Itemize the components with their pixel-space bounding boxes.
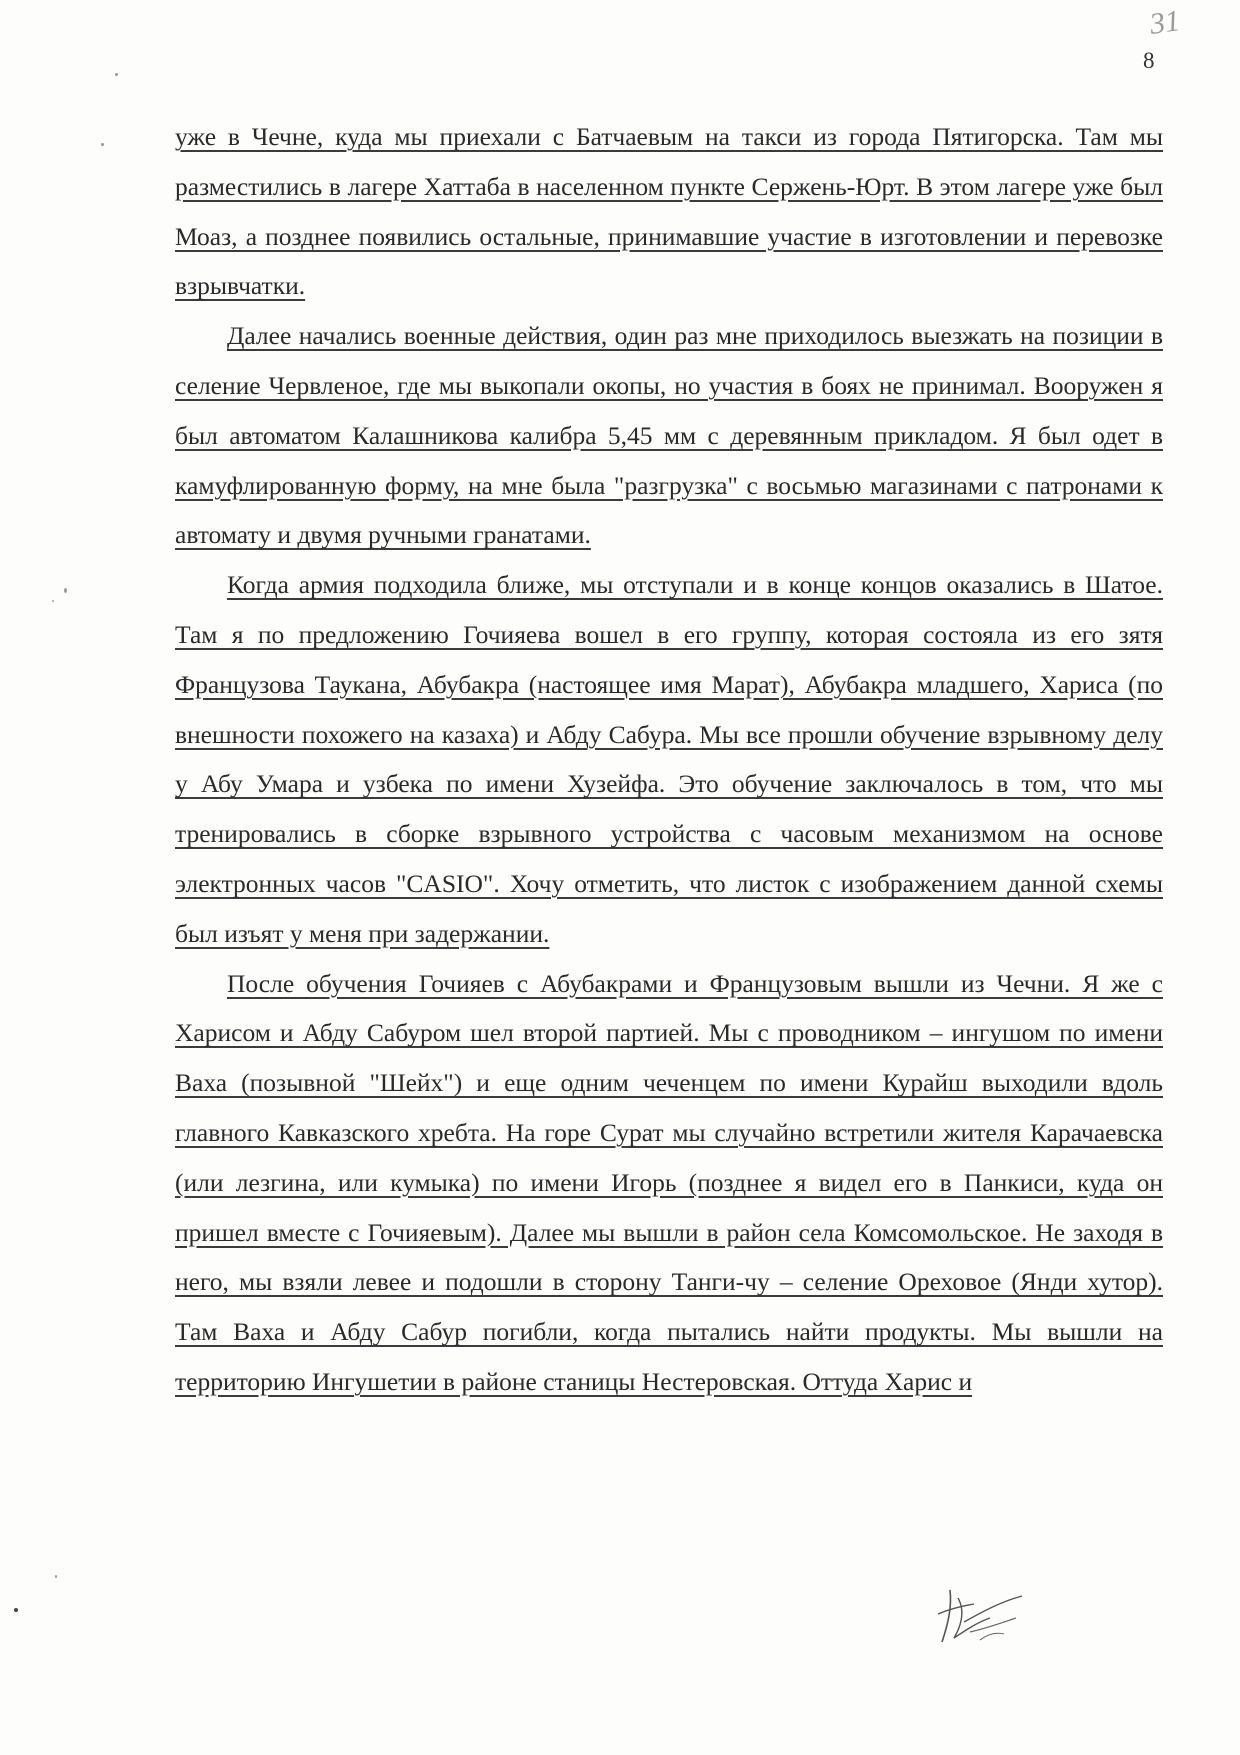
scan-speck bbox=[14, 1608, 18, 1612]
archive-page-mark: 31 bbox=[1147, 4, 1183, 41]
scan-speck bbox=[55, 1575, 57, 1578]
paragraph: Далее начались военные действия, один раз мне приходилось выезжать на позиции в селение Червленое, где мы выкопали окопы, но участия в боях не принимал. Вооружен я был автоматом Калашникова калибра 5,45 мм с деревянным прикладом. Я был одет в камуфлированную форму, на мне была "разгрузка" с восьмью магазинами с патронами к автомату и двумя ручными гранатами. bbox=[175, 321, 1163, 550]
paragraph: После обучения Гочияев с Абубакрами и Французовым вышли из Чечни. Я же с Харисом и Абду Сабуром шел второй партией. Мы с проводником – ингушом по имени Ваха (позывной "Шейх") и еще одним чеченцем по имени Курайш выходили вдоль главного Кавказского хребта. На горе Сурат мы случайно встретили жителя Карачаевска (или лезгина, или кумыка) по имени Игорь (позднее я видел его в Панкиси, куда он пришел вместе с Гочияевым). Далее мы вышли в район села Комсомольское. Не заходя в него, мы взяли левее и подошли в сторону Танги-чу – селение Ореховое (Янди хутор). Там Ваха и Абду Сабур погибли, когда пытались найти продукты. Мы вышли на территорию Ингушетии в районе станицы Нестеровская. Оттуда Харис и bbox=[175, 968, 1163, 1396]
scan-speck bbox=[101, 143, 104, 146]
paragraph: Когда армия подходила ближе, мы отступали и в конце концов оказались в Шатое. Там я по предложению Гочияева вошел в его группу, которая состояла из его зятя Французова Таукана, Абубакра (настоящее имя Марат), Абубакра младшего, Хариса (по внешности похожего на казаха) и Абду Сабура. Мы все прошли обучение взрывному делу у Абу Умара и узбека по имени Хузейфа. Это обучение заключалось в том, что мы тренировались в сборке взрывного устройства с часовым механизмом на основе электронных часов "CASIO". Хочу отметить, что листок с изображением данной схемы был изъят у меня при задержании. bbox=[175, 570, 1163, 948]
scan-speck bbox=[115, 73, 118, 76]
page-number: 8 bbox=[1143, 48, 1155, 73]
document-body bbox=[175, 112, 1163, 1407]
scan-speck bbox=[52, 600, 54, 602]
paragraph: уже в Чечне, куда мы приехали с Батчаевым на такси из города Пятигорска. Там мы разместились в лагере Хаттаба в населенном пункте Сержень-Юрт. В этом лагере уже был Моаз, а позднее появились остальные, принимавшие участие в изготовлении и перевозке взрывчатки. bbox=[175, 122, 1163, 301]
handwritten-signature bbox=[930, 1572, 1030, 1652]
scan-speck bbox=[64, 588, 67, 593]
